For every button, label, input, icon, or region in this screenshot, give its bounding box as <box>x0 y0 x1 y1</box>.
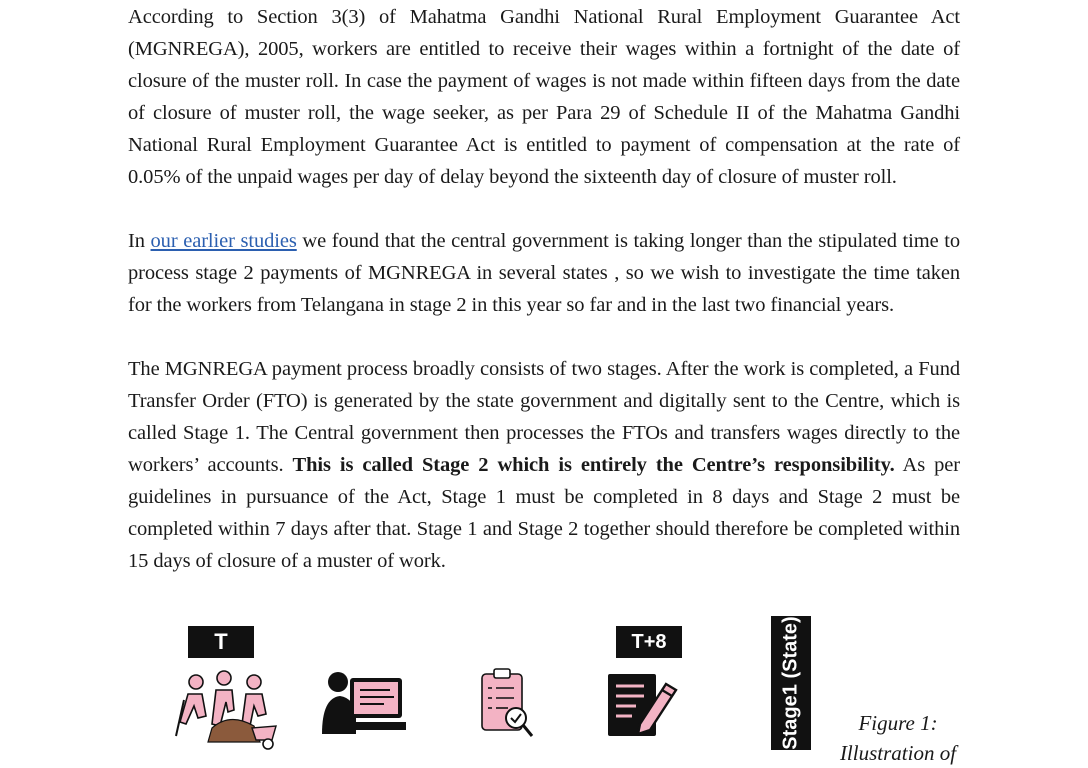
time-label-t-plus-8: T+8 <box>616 626 682 658</box>
time-label-t: T <box>188 626 254 658</box>
payment-process-figure <box>0 600 1088 765</box>
stage1-state-bar <box>771 616 811 750</box>
clipboard-checklist-icon <box>478 666 536 740</box>
workers-icon <box>172 666 282 750</box>
figure-caption <box>838 708 958 768</box>
paragraph-text: The MGNREGA payment process broadly consists of two stages. After the work is completed, a Fund Transfer Order (FTO) is generated by the state government and digitally sent to the Centre, which is called Stage 1. The Central government then processes the FTOs and transfers wages directly to the workers’ accounts. <box>128 358 960 476</box>
paragraph-text: As per guidelines in pursuance of the Act, Stage 1 must be completed in 8 days and Stage 2 must be completed within 7 days after that. Stage 1 and Stage 2 together should therefore be completed within 15 days of closure of a muster of work. <box>128 454 960 572</box>
paragraph-section-3-3: According to Section 3(3) of Mahatma Gandhi National Rural Employment Guarantee Act (MGNREGA), 2005, workers are entitled to receive their wages within a fortnight of the date of closure of the muster roll. In case the payment of wages is not made within fifteen days from the date of closure of muster roll, the wage seeker, as per Para 29 of Schedule II of the Mahatma Gandhi National Rural Employment Guarantee Act is entitled to payment of compensation at the rate of 0.05% of the unpaid wages per day of delay beyond the sixteenth day of closure of muster roll. <box>128 6 960 188</box>
paragraph-earlier-studies <box>128 225 960 321</box>
bold-stage2-statement: This is called Stage 2 which is entirely the Centre’s responsibility. <box>292 454 895 476</box>
paragraph-payment-process <box>128 353 960 577</box>
document-edit-icon <box>604 670 680 740</box>
paragraph-text: we found that the central government is taking longer than the stipulated time to process stage 2 payments of MGNREGA in several states , so we wish to investigate the time taken for the workers from Telangana in stage 2 in this year so far and in the last two financial years. <box>128 230 960 316</box>
paragraph-text: In <box>128 230 151 252</box>
caption-line-2: Illustration of <box>839 741 957 765</box>
earlier-studies-link[interactable]: our earlier studies <box>150 230 297 252</box>
stage1-state-label: Stage1 (State) <box>779 616 802 750</box>
computer-operator-icon <box>320 668 406 738</box>
caption-line-1: Figure 1: <box>858 711 938 735</box>
